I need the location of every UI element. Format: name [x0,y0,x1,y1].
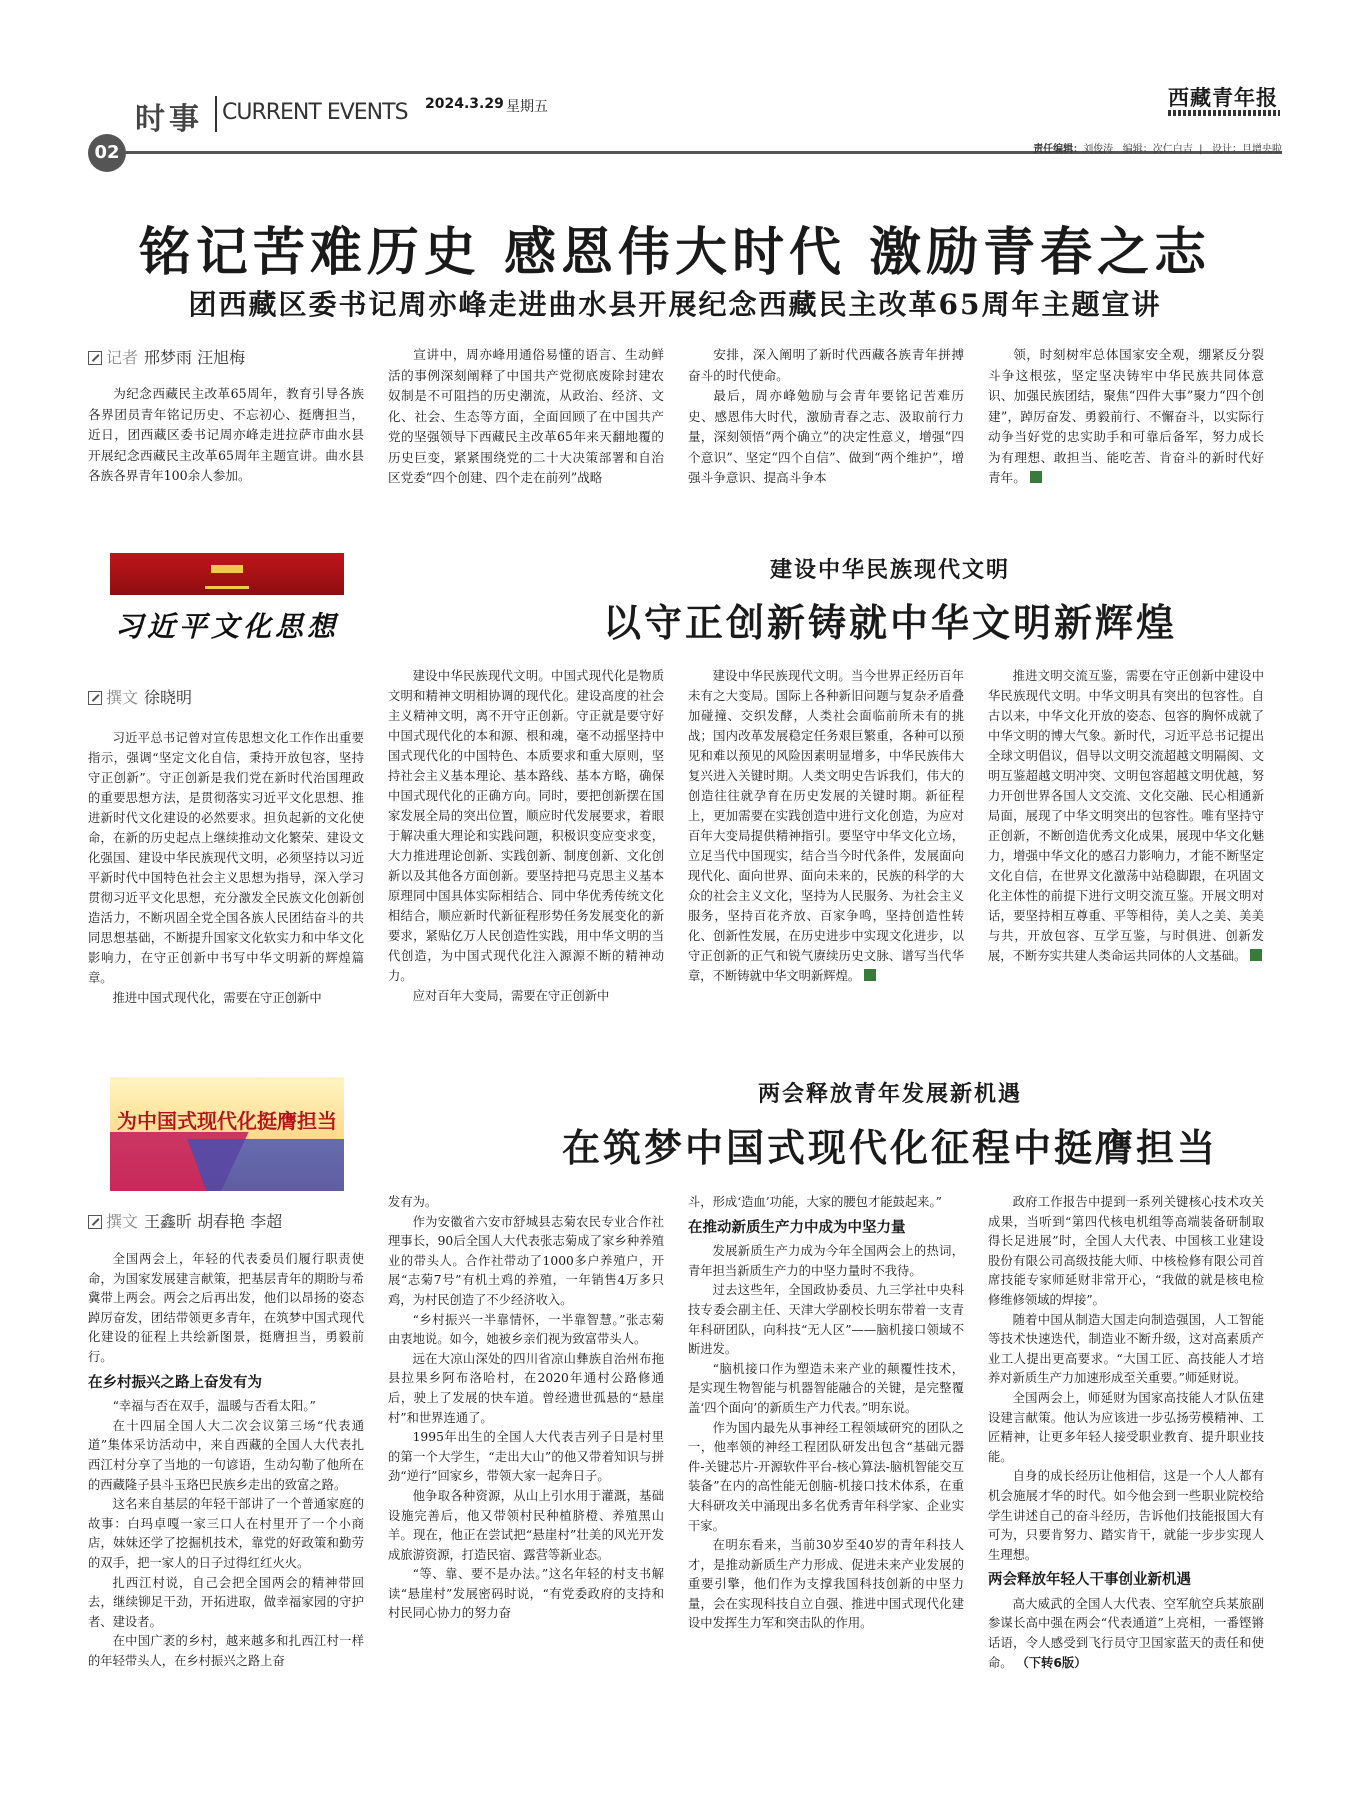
paragraph: 在明东看来，当前30岁至40岁的青年科技人才，是推动新质生产力形成、促进未来产业发展的重要引擎，他们作为支撑我国科技创新的中坚力量，会在实现科技自立自强、推进中国式现代化建设中发挥生力军和突击队的作用。 [688,1538,964,1631]
banner-text: 习近平文化思想 [114,610,339,643]
paragraph: 扎西江村说，自己会把全国两会的精神带回去，继续铆足干劲，开拓进取，做幸福家园的守护者、建设者。 [88,1575,364,1629]
paragraph: 为纪念西藏民主改革65周年，教育引导各族各界团员青年铭记历史、不忘初心、挺膺担当，近日，团西藏区委书记周亦峰走进拉萨市曲水县开展纪念西藏民主改革65周年主题宣讲。曲水县各族各界青年100余人参加。 [88,386,364,483]
credits: 责任编辑：刘俊涛 编辑：次仁白吉 | 设计：旦增央啦 [1033,144,1282,155]
article3-byline [88,1209,282,1232]
paragraph: 领，时刻树牢总体国家安全观，绷紧反分裂斗争这根弦，坚定坚决铸牢中华民族共同体意识、加强民族团结，聚焦“四件大事”聚力“四个创建”，踔厉奋发、勇毅前行、不懈奋斗，以实际行动争当好党的忠实助手和可靠后备军，努力成长为有理想、敢担当、能吃苦、肯奋斗的新时代好青年。 [988,347,1264,485]
paragraph: 远在大凉山深处的四川省凉山彝族自治州布拖县拉果乡阿布洛哈村，在2020年通村公路修通后，驶上了发展的快车道。曾经遗世孤悬的“悬崖村”和世界连通了。 [388,1351,664,1425]
paragraph: 推进文明交流互鉴，需要在守正创新中建设中华民族现代文明。中华文明具有突出的包容性。自古以来，中华文化开放的姿态、包容的胸怀成就了中华文明的博大气象。新时代，习近平总书记提出全球文明倡议，倡导以文明交流超越文明隔阂、文明互鉴超越文明冲突、文明包容超越文明优越，努力开创世界各国人文交流、文化交融、民心相通新局面，展现了中华文明突出的包容性。唯有坚持守正创新，不断创造优秀文化成果，展现中华文化魅力，增强中华文化的感召力影响力，才能不断坚定文化自信，在世界文化激荡中站稳脚跟，在巩固文化主体性的前提下进行文明交流互鉴。开展文明对话，要坚持相互尊重、平等相待，美人之美、美美与共，开放包容、互学互鉴，与时俱进、创新发展，不断夯实共建人类命运共同体的人文基础。 [988,669,1264,963]
paragraph: 发展新质生产力成为今年全国两会上的热词，青年担当新质生产力的中坚力量时不我待。 [688,1244,964,1278]
end-mark-icon [1250,949,1262,961]
article3-col4 [988,1193,1264,1673]
article2-col3 [688,666,964,986]
paragraph: 推进中国式现代化，需要在守正创新中 [112,991,322,1005]
byline-label: 撰文 [106,688,139,707]
tiananmen-icon [205,565,249,589]
article2-col2 [388,666,664,1006]
paragraph: 安排，深入阐明了新时代西藏各族青年拼搏奋斗的时代使命。 [688,347,964,383]
banner-text: 为中国式现代化挺膺担当 [117,1109,337,1133]
paragraph: 最后，周亦峰勉励与会青年要铭记苦难历史、感恩伟大时代，激励青春之志、汲取前行力量，深刻领悟“两个确立”的决定性意义，增强“四个意识”、坚定“四个自信”、做到“两个维护”，增强斗争意识、提高斗争本 [688,388,964,485]
design-label: 设计： [1212,144,1242,155]
article3-kicker: 两会释放青年发展新机遇 [757,1081,1022,1107]
paragraph: 全国两会上，年轻的代表委员们履行职责使命，为国家发展建言献策，把基层青年的期盼与希冀带上两会。两会之后再出发，他们以昂扬的姿态踔厉奋发，团结带领更多青年，在筑梦中国式现代化建设的征程上共绘新图景，挺膺担当，勇毅前行。 [88,1252,364,1364]
paragraph: 建设中华民族现代文明。中国式现代化是物质文明和精神文明相协调的现代化。建设高度的社会主义精神文明，离不开守正创新。守正就是要守好中国式现代化的本和源、根和魂，毫不动摇坚持中国式现代化的中国特色、本质要求和重大原则，坚持社会主义基本理论、基本路线、基本方略，确保中国式现代化的正确方向。同时，要把创新摆在国家发展全局的突出位置，顺应时代发展要求，着眼于解决重大理论和实践问题，积极识变应变求变，大力推进理论创新、实践创新、制度创新、文化创新以及其他各方面创新。要坚持把马克思主义基本原理同中国具体实际相结合、同中华优秀传统文化相结合，顺应新时代新征程形势任务发展变化的新要求，紧贴亿万人民创造性实践，用中华文明的当代创造，为中国式现代化注入源源不断的精神动力。 [388,669,664,983]
section-heading: 在推动新质生产力中成为中坚力量 [688,1219,906,1236]
article2-col4 [988,666,1264,966]
paragraph: “脑机接口作为塑造未来产业的颠覆性技术，是实现生物智能与机器智能融合的关键，是完整覆盖‘四个面向’的新质生产力代表。”明东说。 [688,1361,964,1415]
article2-kicker: 建设中华民族现代文明 [769,557,1010,583]
byline-authors: 邢梦雨 汪旭梅 [144,348,246,367]
paragraph: 宣讲中，周亦峰用通俗易懂的语言、生动鲜活的事例深刻阐释了中国共产党彻底废除封建农奴制是不可阻挡的历史潮流，从政治、经济、文化、社会、生态等方面，全面回顾了在中国共产党的坚强领导下西藏民主改革65年来天翻地覆的历史巨变，紧紧围绕党的二十大决策部署和自治区党委“四个创建、四个走在前列”战略 [388,347,664,485]
article3-col3 [688,1193,964,1634]
continued-note: （下转6版） [1022,1655,1087,1670]
article1-col3 [688,345,964,489]
paragraph: 习近平总书记曾对宣传思想文化工作作出重要指示，强调“坚定文化自信，秉持开放包容，坚持守正创新”。守正创新是我们党在新时代治国理政的重要思想方法，是贯彻落实习近平文化思想、推进新时代文化建设的必然要求。担负起新的文化使命，在新的历史起点上继续推动文化繁荣、建设文化强国、建设中华民族现代文明，必须坚持以习近平新时代中国特色社会主义思想为指导，深入学习贯彻习近平文化思想，充分激发全民族文化创新创造活力，不断巩固全党全国各族人民团结奋斗的共同思想基础，不断提升国家文化软实力和中华文化影响力，在守正创新中书写中华文明新的辉煌篇章。 [88,731,364,985]
end-mark-icon [864,969,876,981]
editor: 刘俊涛 [1083,144,1114,155]
paragraph: 过去这些年，全国政协委员、九三学社中央科技专委会副主任、天津大学副校长明东带着一支青年科研团队，向科技“无人区”——脑机接口领域不断进发。 [688,1283,964,1357]
paragraph: 在中国广袤的乡村，越来越多和扎西江村一样的年轻带头人，在乡村振兴之路上奋 [88,1634,364,1668]
editor-label: 责任编辑： [1033,144,1084,155]
pen-icon [88,1215,102,1229]
paper-name: 西藏青年报 [1168,85,1278,110]
modernization-banner [110,1077,344,1191]
paragraph: 斗，形成‘造血’功能，大家的腰包才能鼓起来。” [688,1195,942,1209]
article1-col2 [388,345,664,489]
article1-col1 [88,384,364,487]
section-name: 时事 [135,102,203,137]
byline-label: 记者 [106,348,139,367]
pen-icon [88,351,102,365]
designer: 旦增央啦 [1242,144,1282,155]
article3-col1 [88,1250,364,1671]
section-heading: 两会释放年轻人干事创业新机遇 [988,1572,1191,1589]
paragraph: “幸福与否在双手，温暖与否看太阳。” [112,1399,316,1414]
pen-icon [88,691,102,705]
paper-name-tibetan [1168,110,1280,116]
paragraph: 这名来自基层的年轻干部讲了一个普通家庭的故事：白玛卓嘎一家三口人在村里开了一个小商店，妹妹还学了挖掘机技术，靠党的好政策和勤劳的双手，把一家人的日子过得红红火火。 [88,1497,364,1570]
paragraph: 发有为。 [388,1195,438,1209]
issue-date: 2024.3.29 [425,96,504,112]
paragraph: 在十四届全国人大二次会议第三场“代表通道”集体采访活动中，来自西藏的全国人大代表扎西江村分享了当地的一句谚语，生动勾勒了他所在的西藏隆子县斗玉珞巴民族乡走出的致富之路。 [88,1418,364,1492]
byline-label: 撰文 [106,1212,139,1231]
copy-label: 编辑： [1122,144,1153,155]
paragraph: 1995年出生的全国人大代表吉列子日是村里的第一个大学生，“走出大山”的他又带着知识与拼劲“逆行”回家乡，带领大家一起奔日子。 [388,1430,664,1484]
paragraph: 高大威武的全国人大代表、空军航空兵某旅副参谋长高中强在两会“代表通道”上亮相，一番铿锵话语，令人感受到飞行员守卫国家蓝天的责任和使命。 （下转6版） [988,1596,1264,1670]
article1-title: 铭记苦难历史 感恩伟大时代 激励青春之志 [138,223,1212,283]
end-mark-icon [1030,471,1042,483]
paragraph: “乡村振兴一半靠情怀，一半靠智慧。”张志菊由衷地说。如今，她被乡亲们视为致富带头人。 [388,1312,664,1347]
section-heading: 在乡村振兴之路上奋发有为 [88,1374,262,1391]
page-number: 02 [88,134,126,172]
paragraph: 应对百年大变局，需要在守正创新中 [412,989,610,1003]
paragraph: 全国两会上，师延财为国家高技能人才队伍建设建言献策。他认为应该进一步弘扬劳模精神、工匠精神，让更多年轻人接受职业教育、提升职业技能。 [988,1390,1264,1464]
paragraph: 作为安徽省六安市舒城县志菊农民专业合作社理事长，90后全国人大代表张志菊成了家乡种养殖业的带头人。合作社带动了1000多户养殖户，开展“志菊7号”有机土鸡的养殖，一年销售4万多只鸡，为村民创造了不少经济收入。 [388,1214,664,1307]
paragraph: 自身的成长经历让他相信，这是一个人人都有机会施展才华的时代。如今他会到一些职业院校给学生讲述自己的奋斗经历，告诉他们技能报国大有可为，只要肯努力、踏实肯干，就能一步步实现人生理想。 [988,1469,1264,1562]
article1-byline [88,345,245,368]
culture-thought-banner [110,553,344,667]
article1-subtitle: 团西藏区委书记周亦峰走进曲水县开展纪念西藏民主改革65周年主题宣讲 [188,288,1162,321]
paragraph: “等、靠、要不是办法。”这名年轻的村支书解读“悬崖村”发展密码时说，“有党委政府的支持和村民同心协力的努力奋 [388,1567,664,1621]
paragraph: 建设中华民族现代文明。当今世界正经历百年未有之大变局。国际上各种新旧问题与复杂矛盾叠加碰撞、交织发酵，人类社会面临前所未有的挑战；国内改革发展稳定任务艰巨繁重，各种可以预见和难以预见的风险因素明显增多，中华民族伟大复兴进入关键时期。人类文明史告诉我们，伟大的创造往往就孕育在历史发展的关键时期。新征程上，更加需要在实践创造中进行文化创造，为应对百年大变局提供精神指引。要坚守中华文化立场，立足当代中国现实，结合当今时代条件，发展面向现代化、面向世界、面向未来的，民族的科学的大众的社会主义文化，坚持为人民服务、为社会主义服务，坚持百花齐放、百家争鸣，坚持创造性转化、创新性发展，在历史进步中实现文化进步，以守正创新的正气和锐气赓续历史文脉、谱写当代华章，不断铸就中华文明新辉煌。 [688,669,964,983]
byline-authors: 徐晓明 [144,688,193,707]
copy-editor: 次仁白吉 [1152,144,1193,155]
paragraph: 政府工作报告中提到一系列关键核心技术攻关成果，当听到“第四代核电机组等高端装备研制取得长足进展”时，全国人大代表、中国核工业建设股份有限公司高级技能大师、中核检修有限公司首席技能专家师延财非常开心，“我做的就是核电检修维修领域的焊接”。 [988,1195,1264,1307]
paragraph: 他争取各种资源，从山上引水用于灌溉，基础设施完善后，他又带领村民种植脐橙、养殖黑山羊。现在，他正在尝试把“悬崖村”壮美的风光开发成旅游资源，打造民宿、露营等新业态。 [388,1488,664,1562]
banner-mountain [187,1139,344,1191]
header-divider [215,96,217,132]
section-name-en: CURRENT EVENTS [222,100,408,125]
paragraph: 随着中国从制造大国走向制造强国，人工智能等技术快速迭代，制造业不断升级，这对高素质产业工人提出更高要求。“大国工匠、高技能人才培养对新质生产力加速形成至关重要。”师延财说。 [988,1312,1264,1386]
byline-authors: 王鑫昕 胡春艳 李超 [144,1212,283,1231]
article2-byline [88,685,192,708]
article3-col2 [388,1193,664,1624]
article2-title: 以守正创新铸就中华文明新辉煌 [602,601,1177,645]
article3-title: 在筑梦中国式现代化征程中挺膺担当 [561,1126,1218,1170]
article1-col4 [988,345,1264,489]
paragraph: 作为国内最先从事神经工程领域研究的团队之一，他率领的神经工程团队研发出包含“基础元器件-关键芯片-开源软件平台-核心算法-脑机智能交互装备”在内的高性能无创脑-机接口技术体系，在重大科研攻关中涌现出多名优秀青年科学家、企业实干家。 [688,1420,964,1533]
issue-weekday: 星期五 [506,99,548,115]
article2-col1 [88,728,364,1008]
